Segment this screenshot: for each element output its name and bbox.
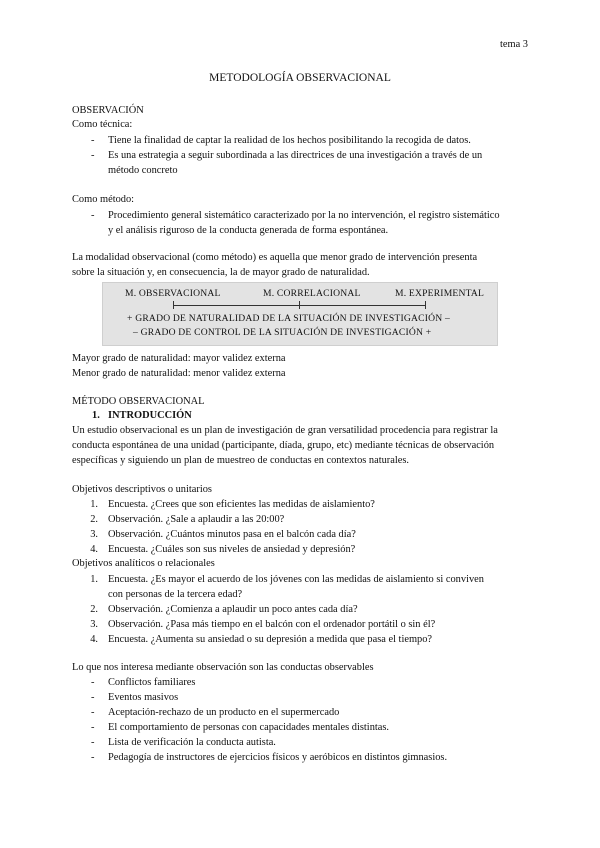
bullet-dash: - <box>91 737 95 748</box>
axis-tick <box>299 301 300 309</box>
tecnica-item: Tiene la finalidad de captar la realidad de los hechos posibilitando la recogida de datos. <box>108 135 471 146</box>
analitico-item: Observación. ¿Comienza a aplaudir un poco antes cada día? <box>108 604 358 615</box>
list-number: 2. <box>90 604 98 615</box>
descriptivo-item: Observación. ¿Sale a aplaudir a las 20:00? <box>108 514 285 525</box>
topic-label: tema 3 <box>500 39 528 50</box>
bullet-dash: - <box>91 150 95 161</box>
intro-paragraph-line: conducta espontánea de una unidad (participante, díada, grupo, etc) mediante técnicas de observación <box>72 440 495 451</box>
list-number: 1. <box>90 499 98 510</box>
analitico-item: Encuesta. ¿Aumenta su ansiedad o su depresión a medida que pasa el tiempo? <box>108 634 433 645</box>
validez-line: Menor grado de naturalidad: menor validez externa <box>72 368 286 379</box>
descriptivo-item: Encuesta. ¿Cuáles son sus niveles de ansiedad y depresión? <box>108 544 356 555</box>
bullet-dash: - <box>91 692 95 703</box>
metodo-item-cont: y el análisis riguroso de la conducta generada de forma espontánea. <box>108 225 389 236</box>
tecnica-item-cont: método concreto <box>108 165 178 176</box>
bullet-dash: - <box>91 210 95 221</box>
analitico-item: Encuesta. ¿Es mayor el acuerdo de los jóvenes con las medidas de aislamiento si conviven <box>108 574 484 585</box>
descriptivo-item: Observación. ¿Cuántos minutos pasa en el balcón cada día? <box>108 529 356 540</box>
section-heading-observacion: OBSERVACIÓN <box>72 105 144 116</box>
naturalidad-gradient-label: + GRADO DE NATURALIDAD DE LA SITUACIÓN DE INVESTIGACIÓN – <box>127 313 450 324</box>
analiticos-label: Objetivos analíticos o relacionales <box>72 558 215 569</box>
validez-line: Mayor grado de naturalidad: mayor validez externa <box>72 353 286 364</box>
modalidad-paragraph-line: sobre la situación y, en consecuencia, la de mayor grado de naturalidad. <box>72 267 370 278</box>
bullet-dash: - <box>91 677 95 688</box>
bullet-dash: - <box>91 752 95 763</box>
descriptivo-item: Encuesta. ¿Crees que son eficientes las medidas de aislamiento? <box>108 499 375 510</box>
control-gradient-label: – GRADO DE CONTROL DE LA SITUACIÓN DE INVESTIGACIÓN + <box>133 327 432 338</box>
interes-label: Lo que nos interesa mediante observación son las conductas observables <box>72 662 374 673</box>
intro-paragraph-line: Un estudio observacional es un plan de investigación de gran versatilidad procedencia para registrar la <box>72 425 498 436</box>
axis-tick <box>425 301 426 309</box>
list-number: 2. <box>90 514 98 525</box>
tecnica-label: Como técnica: <box>72 119 133 130</box>
page-title: METODOLOGÍA OBSERVACIONAL <box>209 72 391 84</box>
interes-item: Conflictos familiares <box>108 677 196 688</box>
methods-continuum-diagram <box>102 282 498 346</box>
intro-number: 1. <box>92 410 100 421</box>
analitico-item: Observación. ¿Pasa más tiempo en el balcón con el ordenador portátil o sin él? <box>108 619 436 630</box>
intro-heading: INTRODUCCIÓN <box>108 410 192 421</box>
interes-item: Lista de verificación la conducta autista. <box>108 737 276 748</box>
list-number: 4. <box>90 544 98 555</box>
interes-item: Aceptación-rechazo de un producto en el supermercado <box>108 707 340 718</box>
bullet-dash: - <box>91 722 95 733</box>
diagram-label-correlacional: M. CORRELACIONAL <box>263 288 361 299</box>
metodo-label: Como método: <box>72 194 135 205</box>
axis-tick <box>173 301 174 309</box>
list-number: 1. <box>90 574 98 585</box>
interes-item: Pedagogía de instructores de ejercicios físicos y aeróbicos en distintos gimnasios. <box>108 752 448 763</box>
diagram-label-experimental: M. EXPERIMENTAL <box>395 288 485 299</box>
list-number: 3. <box>90 619 98 630</box>
bullet-dash: - <box>91 135 95 146</box>
diagram-label-observacional: M. OBSERVACIONAL <box>125 288 221 299</box>
interes-item: El comportamiento de personas con capacidades mentales distintas. <box>108 722 390 733</box>
bullet-dash: - <box>91 707 95 718</box>
list-number: 3. <box>90 529 98 540</box>
metodo-item: Procedimiento general sistemático caracterizado por la no intervención, el registro sistemático <box>108 210 500 221</box>
section-heading-metodo: MÉTODO OBSERVACIONAL <box>72 396 205 407</box>
tecnica-item: Es una estrategia a seguir subordinada a las directrices de una investigación a través de un <box>108 150 483 161</box>
modalidad-paragraph-line: La modalidad observacional (como método) es aquella que menor grado de intervención presenta <box>72 252 478 263</box>
intro-paragraph-line: específicas y siguiendo un plan de muestreo de conductas en contextos naturales. <box>72 455 410 466</box>
analitico-item-cont: con personas de la tercera edad? <box>108 589 243 600</box>
descriptivos-label: Objetivos descriptivos o unitarios <box>72 484 212 495</box>
interes-item: Eventos masivos <box>108 692 179 703</box>
list-number: 4. <box>90 634 98 645</box>
